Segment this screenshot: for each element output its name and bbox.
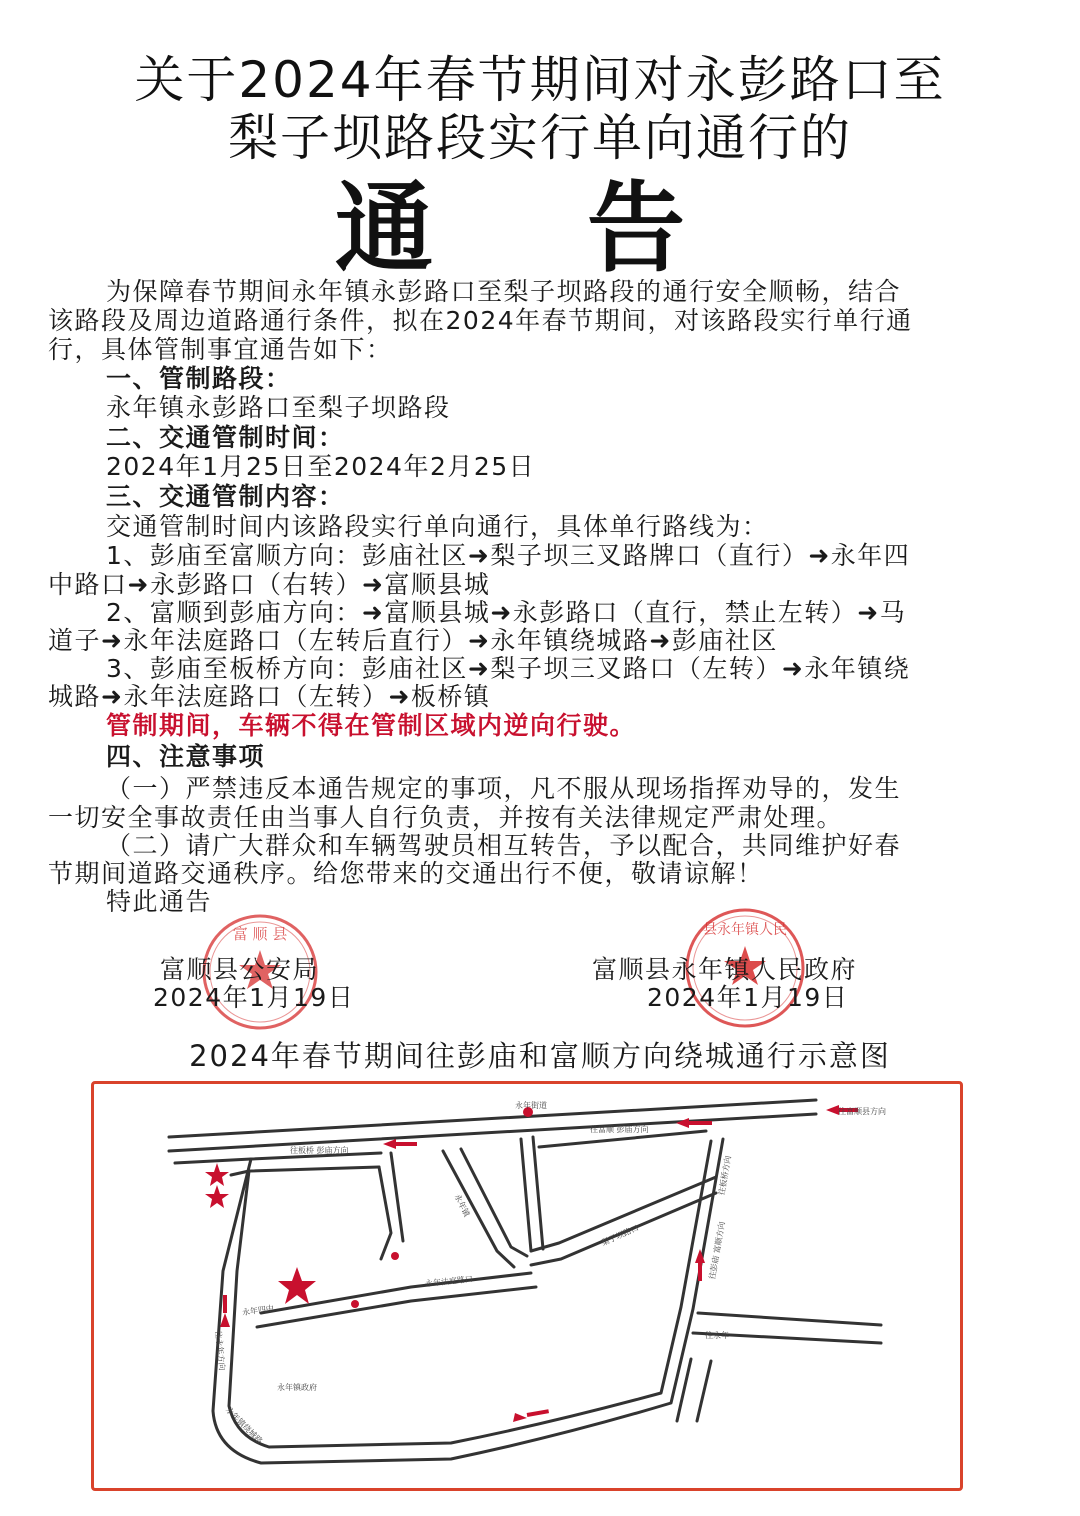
intro-line-3: 行，具体管制事宜通告如下： bbox=[48, 335, 393, 364]
right-signature-org: 富顺县永年镇人民政府 bbox=[592, 955, 858, 984]
section-3-line-7: 城路➜永年法庭路口（左转）➜板桥镇 bbox=[48, 682, 491, 711]
map-label-top-road: 往板桥 彭庙方向 bbox=[290, 1146, 349, 1155]
svg-text:富 顺 县: 富 顺 县 bbox=[232, 925, 288, 943]
section-1-content: 永年镇永彭路口至梨子坝路段 bbox=[106, 393, 451, 422]
map-label-left-road: 往永年方向 bbox=[213, 1330, 227, 1371]
section-4-line-2: 一切安全事故责任由当事人自行负责，并按有关法律规定严肃处理。 bbox=[48, 803, 844, 832]
map-label-diag-2: 梨子坝路口 bbox=[599, 1223, 641, 1248]
closing-text: 特此通告 bbox=[106, 887, 213, 916]
section-3-line-5: 道子➜永年法庭路口（左转后直行）➜永年镇绕城路➜彭庙社区 bbox=[48, 626, 778, 655]
section-3-line-1: 交通管制时间内该路段实行单向通行，具体单行路线为： bbox=[106, 512, 769, 541]
section-2-heading: 二、交通管制时间： bbox=[106, 423, 345, 452]
map-label-bottom-left: 永年镇绕城路 bbox=[223, 1405, 265, 1446]
map-label-right-mid: 往彭庙 富顺方向 bbox=[707, 1220, 727, 1281]
left-signature-date: 2024年1月19日 bbox=[153, 983, 355, 1012]
section-3-heading: 三、交通管制内容： bbox=[106, 482, 345, 511]
map-label-right-top: 往富顺县方向 bbox=[838, 1107, 886, 1116]
section-4-line-1: （一）严禁违反本通告规定的事项，凡不服从现场指挥劝导的，发生 bbox=[106, 774, 902, 803]
svg-text:县永年镇人民: 县永年镇人民 bbox=[703, 922, 787, 938]
section-4-line-4: 节期间道路交通秩序。给您带来的交通出行不便，敬请谅解！ bbox=[48, 859, 764, 888]
right-signature-date: 2024年1月19日 bbox=[647, 983, 849, 1012]
warning-text: 管制期间，车辆不得在管制区域内逆向行驶。 bbox=[106, 711, 637, 740]
title-line-2: 梨子坝路段实行单向通行的 bbox=[228, 109, 852, 167]
map-label-right-road: 往板桥方向 bbox=[717, 1155, 733, 1196]
section-4-line-3: （二）请广大群众和车辆驾驶员相互转告，予以配合，共同维护好春 bbox=[106, 831, 902, 860]
title-line-1: 关于2024年春节期间对永彭路口至 bbox=[134, 51, 946, 109]
section-3-line-2: 1、彭庙至富顺方向：彭庙社区➜梨子坝三叉路牌口（直行）➜永年四 bbox=[106, 541, 911, 570]
map-label-right-low: 往永年 bbox=[705, 1331, 729, 1340]
section-4-heading: 四、注意事项 bbox=[106, 742, 266, 771]
intro-line-2: 该路段及周边道路通行条件，拟在2024年春节期间，对该路段实行单行通 bbox=[48, 306, 913, 335]
section-3-line-3: 中路口➜永彭路口（右转）➜富顺县城 bbox=[48, 570, 491, 599]
map-label-mid-road: 往富顺 彭庙方向 bbox=[590, 1125, 649, 1134]
section-2-content: 2024年1月25日至2024年2月25日 bbox=[106, 452, 536, 481]
title-notice: 通 告 bbox=[334, 172, 746, 286]
map-label-center-left: 永年四中 bbox=[241, 1303, 275, 1318]
section-3-line-4: 2、富顺到彭庙方向：➜富顺县城➜永彭路口（直行，禁止左转）➜马 bbox=[106, 598, 907, 627]
section-1-heading: 一、管制路段： bbox=[106, 364, 292, 393]
intro-line-1: 为保障春节期间永年镇永彭路口至梨子坝路段的通行安全顺畅，结合 bbox=[106, 277, 902, 306]
section-3-line-6: 3、彭庙至板桥方向：彭庙社区➜梨子坝三叉路口（左转）➜永年镇绕 bbox=[106, 654, 911, 683]
map-label-star: 永年镇政府 bbox=[277, 1383, 317, 1392]
map-title: 2024年春节期间往彭庙和富顺方向绕城通行示意图 bbox=[189, 1039, 891, 1073]
map-label-top-center: 永年街道 bbox=[515, 1101, 547, 1110]
route-map bbox=[91, 1081, 963, 1491]
map-label-diag-1: 永年镇 bbox=[452, 1192, 472, 1219]
left-signature-org: 富顺县公安局 bbox=[160, 955, 320, 984]
map-label-center-bottom: 永年法庭路口 bbox=[424, 1274, 474, 1289]
